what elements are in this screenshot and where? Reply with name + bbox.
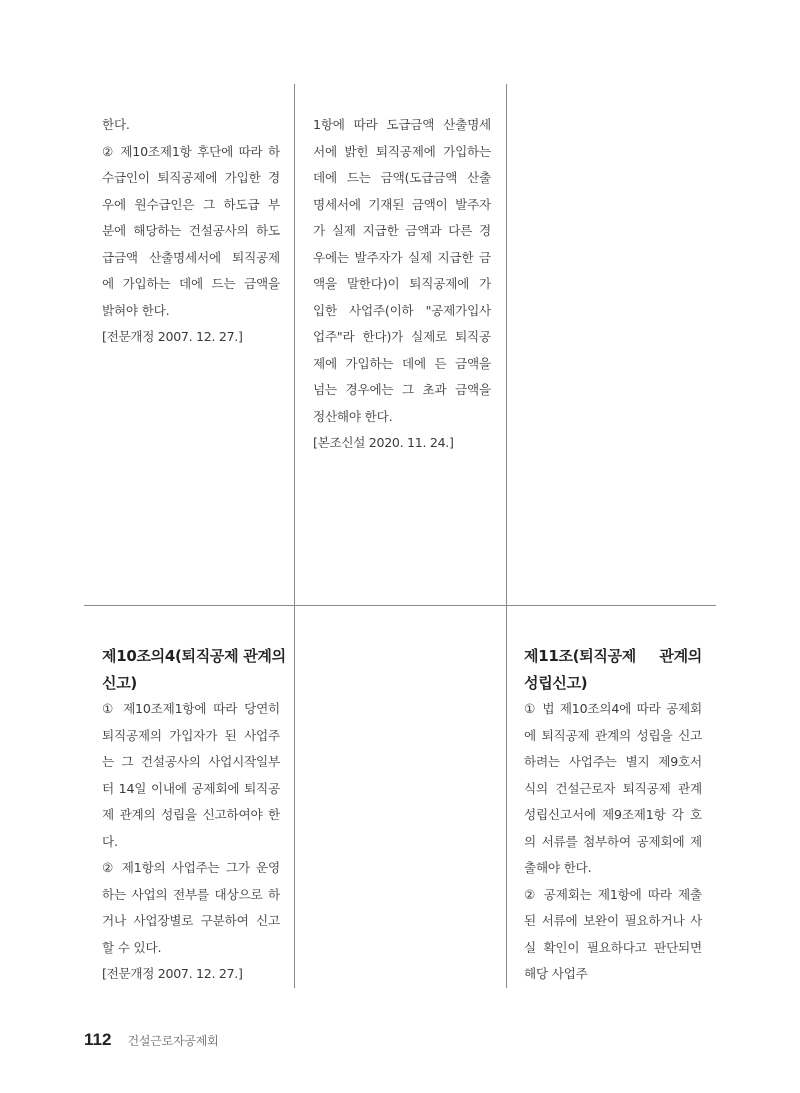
amendment-note: [전문개정 2007. 12. 27.]	[102, 966, 243, 981]
amendment-note: [본조신설 2020. 11. 24.]	[313, 435, 454, 450]
text-line: 터 14일 이내에 공제회에 퇴직공	[102, 780, 280, 796]
text-line: ② 제1항의 사업주는 그가 운영	[102, 860, 280, 875]
page-footer	[84, 1030, 219, 1054]
text-line: 입한 사업주(이하 "공제가입사	[313, 302, 491, 318]
text-line: 하는 사업의 전부를 대상으로 하	[102, 886, 280, 902]
bottom-left-column	[102, 643, 286, 988]
text-line: 1항에 따라 도급금액 산출명세	[313, 117, 491, 132]
text-line: 해당 사업주	[524, 966, 588, 981]
page-number: 112	[84, 1030, 112, 1049]
text-line: 퇴직공제의 가입자가 된 사업주	[102, 727, 280, 743]
bottom-right-column	[524, 643, 702, 988]
publisher-name: 건설근로자공제회	[127, 1034, 219, 1048]
text-line: ① 제10조제1항에 따라 당연히	[102, 701, 280, 716]
top-middle-column	[313, 112, 491, 457]
text-line: 급금액 산출명세서에 퇴직공제	[102, 249, 280, 265]
article-heading: 신고)	[102, 673, 137, 692]
column-divider-2-top	[506, 84, 507, 606]
text-line: 는 그 건설공사의 사업시작일부	[102, 754, 280, 769]
text-line: 거나 사업장별로 구분하여 신고	[102, 913, 280, 928]
text-line: ② 제10조제1항 후단에 따라 하	[102, 143, 280, 159]
text-line: ② 공제회는 제1항에 따라 제출	[524, 886, 702, 902]
text-line: 넘는 경우에는 그 초과 금액을	[313, 382, 491, 397]
column-divider-2-bottom	[506, 606, 507, 988]
text-line: 된 서류에 보완이 필요하거나 사	[524, 913, 702, 928]
text-line: 출해야 한다.	[524, 860, 592, 875]
article-heading: 성립신고)	[524, 673, 588, 692]
row-divider	[84, 605, 716, 606]
text-line: 수급인이 퇴직공제에 가입한 경	[102, 170, 280, 185]
top-left-column	[102, 112, 280, 351]
text-line: 밝혀야 한다.	[102, 302, 170, 318]
text-line: 식의 건설근로자 퇴직공제 관계	[524, 780, 702, 796]
text-line: 분에 해당하는 건설공사의 하도	[102, 223, 280, 238]
text-line: 액을 말한다)이 퇴직공제에 가	[313, 276, 491, 291]
text-line: 가 실제 지급한 금액과 다른 경	[313, 223, 491, 238]
text-line: 성립신고서에 제9조제1항 각 호	[524, 807, 702, 822]
text-line: 할 수 있다.	[102, 939, 162, 955]
text-line: ① 법 제10조의4에 따라 공제회	[524, 701, 702, 716]
text-line: 다.	[102, 833, 118, 849]
article-heading: 제10조의4(퇴직공제 관계의	[102, 647, 286, 665]
text-line: 제에 가입하는 데에 든 금액을	[313, 355, 491, 371]
text-line: 명세서에 기재된 금액이 발주자	[313, 196, 491, 212]
text-line: 우에 원수급인은 그 하도급 부	[102, 196, 280, 212]
text-line: 한다.	[102, 117, 130, 132]
text-line: 에 가입하는 데에 드는 금액을	[102, 276, 280, 291]
text-line: 하려는 사업주는 별지 제9호서	[524, 754, 702, 769]
column-divider-1-bottom	[294, 606, 295, 988]
text-line: 서에 밝힌 퇴직공제에 가입하는	[313, 143, 491, 159]
text-line: 업주"라 한다)가 실제로 퇴직공	[313, 329, 491, 344]
text-line: 정산해야 한다.	[313, 408, 393, 424]
text-line: 우에는 발주자가 실제 지급한 금	[313, 249, 491, 265]
text-line: 의 서류를 첨부하여 공제회에 제	[524, 833, 702, 849]
column-divider-1-top	[294, 84, 295, 606]
text-line: 실 확인이 필요하다고 판단되면	[524, 939, 702, 955]
article-heading: 제11조(퇴직공제 관계의	[524, 647, 702, 665]
text-line: 제 관계의 성립을 신고하여야 한	[102, 807, 280, 822]
text-line: 에 퇴직공제 관계의 성립을 신고	[524, 727, 702, 743]
amendment-note: [전문개정 2007. 12. 27.]	[102, 329, 243, 344]
text-line: 데에 드는 금액(도급금액 산출	[313, 170, 491, 185]
